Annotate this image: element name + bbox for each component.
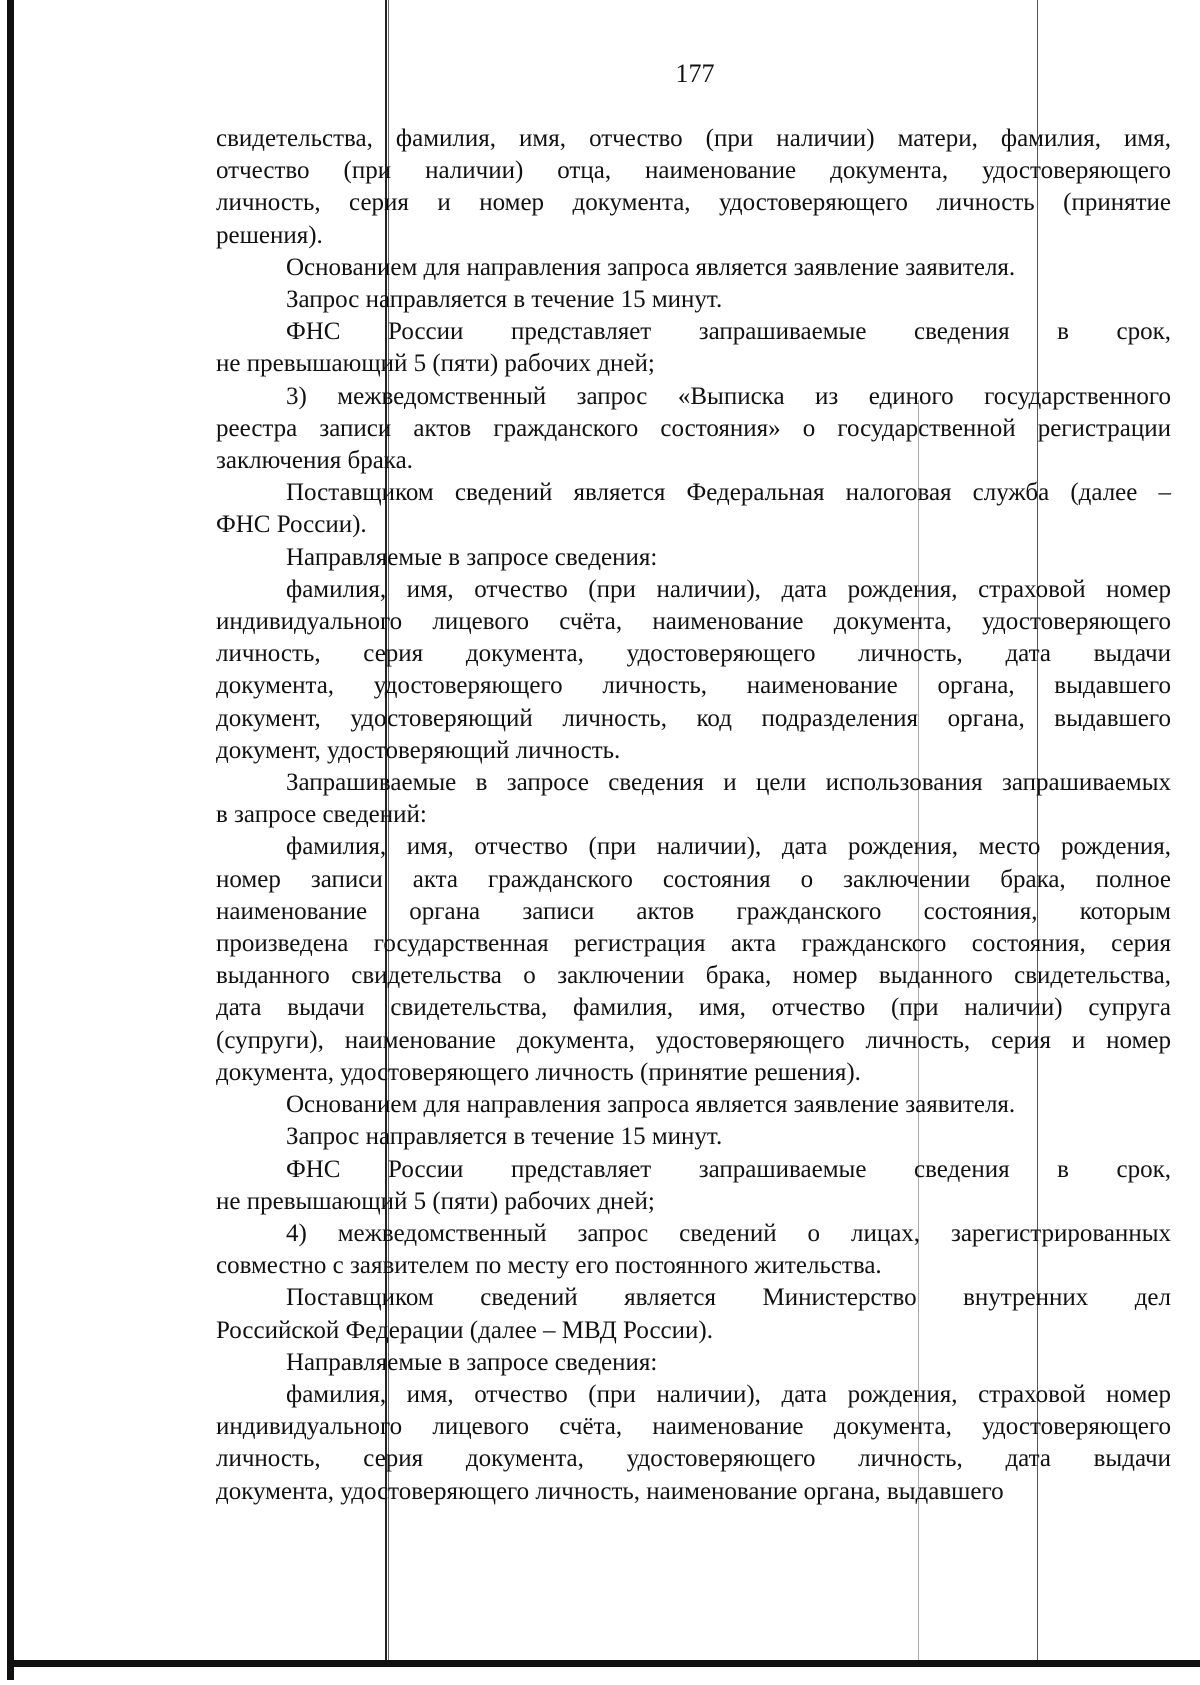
text-line: Основанием для направления запроса является заявление заявителя. [286, 1091, 1016, 1119]
paragraph [216, 381, 1171, 478]
text-line: Запрашиваемые в запросе сведения и цели использования запрашиваемых [286, 769, 1171, 797]
text-line: фамилия, имя, отчество (при наличии), дата рождения, страховой номер [286, 575, 1171, 603]
paragraph [216, 284, 1171, 316]
text-line: Направляемые в запросе сведения: [286, 543, 658, 571]
paragraph [216, 1121, 1171, 1153]
text-line: личность, серия документа, удостоверяющего личность, дата выдачи [216, 640, 1171, 668]
text-line: Запрос направляется в течение 15 минут. [286, 286, 723, 314]
paragraph [216, 316, 1171, 380]
text-line: свидетельства, фамилия, имя, отчество (при наличии) матери, фамилия, имя, [216, 125, 1171, 152]
text-line: Основанием для направления запроса является заявление заявителя. [286, 253, 1016, 281]
paragraph [216, 542, 1171, 574]
text-line: фамилия, имя, отчество (при наличии), дата рождения, место рождения, [286, 833, 1171, 861]
text-line: реестра записи актов гражданского состояния» о государственной регистрации [216, 414, 1171, 442]
text-line: индивидуального лицевого счёта, наименование документа, удостоверяющего [216, 1413, 1171, 1441]
text-line: Поставщиком сведений является Федеральная налоговая служба (далее – [286, 479, 1171, 507]
document-body [216, 123, 1171, 1508]
paragraph [216, 574, 1171, 767]
text-line: ФНС России представляет запрашиваемые сведения в срок, [286, 318, 1171, 346]
text-line: личность, серия документа, удостоверяющего личность, дата выдачи [216, 1445, 1171, 1473]
text-line: Поставщиком сведений является Министерство внутренних дел [286, 1284, 1171, 1312]
text-line: решения). [216, 221, 323, 249]
text-line: совместно с заявителем по месту его постоянного жительства. [216, 1252, 882, 1280]
text-line: Запрос направляется в течение 15 минут. [286, 1123, 723, 1151]
text-line: заключения брака. [216, 447, 413, 475]
text-line: ФНС России представляет запрашиваемые сведения в срок, [286, 1155, 1171, 1183]
text-line: отчество (при наличии) отца, наименование документа, удостоверяющего [216, 157, 1171, 185]
paragraph [216, 1089, 1171, 1121]
text-line: фамилия, имя, отчество (при наличии), дата рождения, страховой номер [286, 1380, 1171, 1408]
paragraph [216, 767, 1171, 831]
scan-border-bottom [7, 1660, 1200, 1667]
text-line: наименование органа записи актов гражданского состояния, которым [216, 897, 1171, 925]
text-line: (супруги), наименование документа, удостоверяющего личность, серия и номер [216, 1026, 1171, 1054]
text-line: не превышающий 5 (пяти) рабочих дней; [216, 350, 655, 378]
text-line: документа, удостоверяющего личность, наименование органа, выдавшего [216, 672, 1171, 700]
paragraph [216, 1379, 1171, 1508]
text-line: 4) межведомственный запрос сведений о лицах, зарегистрированных [286, 1219, 1171, 1247]
text-line: документ, удостоверяющий личность. [216, 736, 621, 764]
text-line: документ, удостоверяющий личность, код подразделения органа, выдавшего [216, 704, 1171, 732]
paragraph [216, 1218, 1171, 1282]
paragraph [216, 831, 1171, 1089]
text-line: не превышающий 5 (пяти) рабочих дней; [216, 1187, 655, 1215]
text-line: Направляемые в запросе сведения: [286, 1348, 658, 1376]
paragraph [216, 123, 1171, 252]
text-line: 3) межведомственный запрос «Выписка из единого государственного [286, 382, 1171, 410]
text-line: личность, серия и номер документа, удостоверяющего личность (принятие [216, 189, 1171, 217]
paragraph [216, 1347, 1171, 1379]
paragraph [216, 252, 1171, 284]
text-line: документа, удостоверяющего личность (принятие решения). [216, 1058, 861, 1086]
page-number: 177 [675, 59, 715, 88]
text-line: Российской Федерации (далее – МВД России). [216, 1316, 713, 1344]
text-line: индивидуального лицевого счёта, наименование документа, удостоверяющего [216, 608, 1171, 636]
paragraph [216, 1282, 1171, 1346]
text-line: выданного свидетельства о заключении брака, номер выданного свидетельства, [216, 962, 1171, 990]
text-line: дата выдачи свидетельства, фамилия, имя, отчество (при наличии) супруга [216, 994, 1171, 1022]
text-line: в запросе сведений: [216, 801, 427, 829]
scan-border-left [7, 0, 14, 1680]
text-line: документа, удостоверяющего личность, наименование органа, выдавшего [216, 1477, 1004, 1505]
paragraph [216, 477, 1171, 541]
paragraph [216, 1154, 1171, 1218]
text-line: произведена государственная регистрация акта гражданского состояния, серия [216, 930, 1171, 958]
text-line: ФНС России). [216, 511, 367, 539]
text-line: номер записи акта гражданского состояния о заключении брака, полное [216, 865, 1171, 893]
